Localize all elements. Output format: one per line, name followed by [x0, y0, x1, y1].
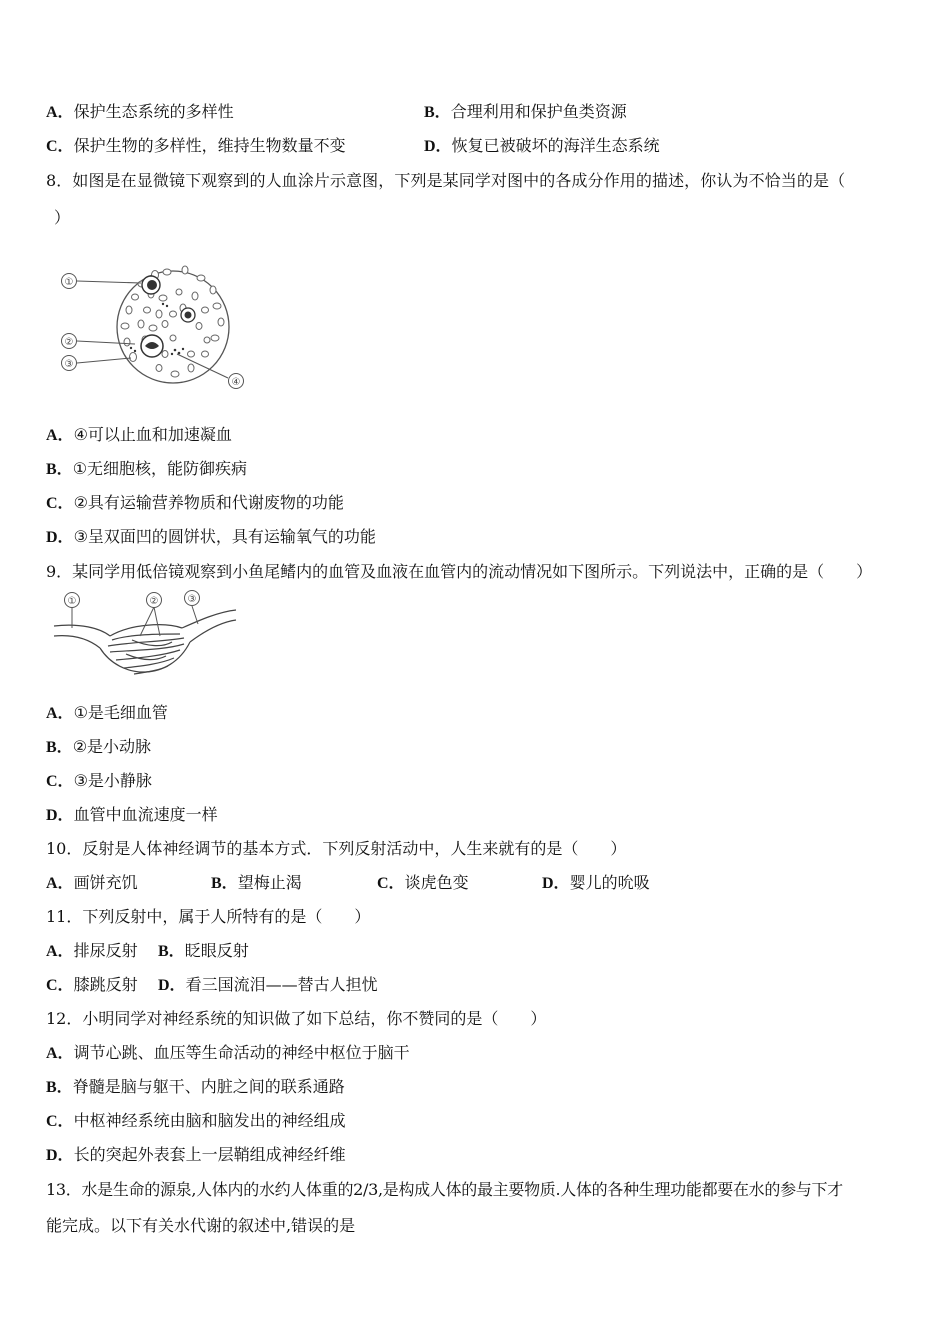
q8-figure-label-3: ③ — [64, 359, 74, 370]
q9-figure-label-2: ② — [149, 596, 159, 607]
q8-option-c: C．②具有运输营养物质和代谢废物的功能 — [46, 493, 344, 512]
q7-option-c-letter: C． — [46, 138, 74, 155]
q13-stem-line-2: 能完成。以下有关水代谢的叙述中,错误的是 — [46, 1216, 356, 1235]
q10-option-d: D．婴儿的吮吸 — [542, 873, 650, 892]
q11-option-d: D．看三国流泪——替古人担忧 — [158, 975, 378, 994]
q9-stem: 9．某同学用低倍镜观察到小鱼尾鳍内的血管及血液在血管内的流动情况如下图所示。下列说法中，正确的是（ ） — [46, 562, 873, 581]
q12-option-d: D．长的突起外表套上一层鞘组成神经纤维 — [46, 1145, 346, 1164]
q8-figure-label-4: ④ — [231, 377, 241, 388]
q12-stem: 12．小明同学对神经系统的知识做了如下总结，你不赞同的是（ ） — [46, 1009, 547, 1028]
q9-option-a: A．①是毛细血管 — [46, 703, 168, 722]
q8-figure-label-1: ① — [64, 277, 74, 288]
q9-option-d: D．血管中血流速度一样 — [46, 805, 218, 824]
q7-option-c-text: 保护生物的多样性，维持生物数量不变 — [73, 136, 346, 155]
q8-option-d: D．③呈双面凹的圆饼状，具有运输氧气的功能 — [46, 527, 376, 546]
q9-figure-label-3: ③ — [187, 594, 197, 605]
q11-option-c: C．膝跳反射 — [46, 975, 138, 994]
q7-option-row-1 — [46, 102, 627, 123]
q9-option-c: C．③是小静脉 — [46, 771, 152, 790]
q13-stem-line-1: 13．水是生命的源泉,人体内的水约人体重的2/3,是构成人体的最主要物质.人体的各种生理功能都要在水的参与下才 — [46, 1180, 843, 1199]
q11-options-row-1 — [46, 941, 249, 962]
q7-option-a-letter: A． — [46, 104, 74, 121]
q7-option-a-text: 保护生态系统的多样性 — [73, 102, 234, 121]
q8-stem-line-2: ） — [54, 208, 71, 227]
q7-option-row-2 — [46, 136, 660, 157]
q12-option-a: A．调节心跳、血压等生命活动的神经中枢位于脑干 — [46, 1043, 410, 1062]
q12-option-b: B．脊髓是脑与躯干、内脏之间的联系通路 — [46, 1077, 345, 1096]
q7-option-b-text: 合理利用和保护鱼类资源 — [450, 102, 627, 121]
q10-options-row — [46, 873, 650, 894]
q7-option-b-letter: B． — [424, 104, 451, 121]
q7-option-d-letter: D． — [424, 138, 452, 155]
q12-option-c: C．中枢神经系统由脑和脑发出的神经组成 — [46, 1111, 346, 1130]
q11-stem: 11．下列反射中，属于人所特有的是（ ） — [46, 907, 371, 926]
q8-option-a: A．④可以止血和加速凝血 — [46, 425, 232, 444]
q11-option-a: A．排尿反射 — [46, 941, 138, 960]
q8-option-b: B．①无细胞核，能防御疾病 — [46, 459, 248, 478]
q10-stem: 10．反射是人体神经调节的基本方式．下列反射活动中，人生来就有的是（ ） — [46, 839, 627, 858]
fish-tail-vessels-figure — [50, 590, 240, 685]
q11-options-row-2 — [46, 975, 378, 996]
q10-option-b: B．望梅止渴 — [211, 873, 302, 892]
q8-stem-line-1: 8．如图是在显微镜下观察到的人血涂片示意图，下列是某同学对图中的各成分作用的描述，你认为不恰当的是（ — [46, 171, 846, 190]
q8-figure-label-2: ② — [64, 337, 74, 348]
q11-option-b: B．眨眼反射 — [158, 941, 249, 960]
q9-option-b: B．②是小动脉 — [46, 737, 152, 756]
q10-option-c: C．谈虎色变 — [377, 873, 469, 892]
q7-option-d-text: 恢复已被破坏的海洋生态系统 — [451, 136, 660, 155]
q9-figure-label-1: ① — [67, 596, 77, 607]
q10-option-a: A．画饼充饥 — [46, 873, 138, 892]
blood-smear-figure — [55, 250, 255, 400]
